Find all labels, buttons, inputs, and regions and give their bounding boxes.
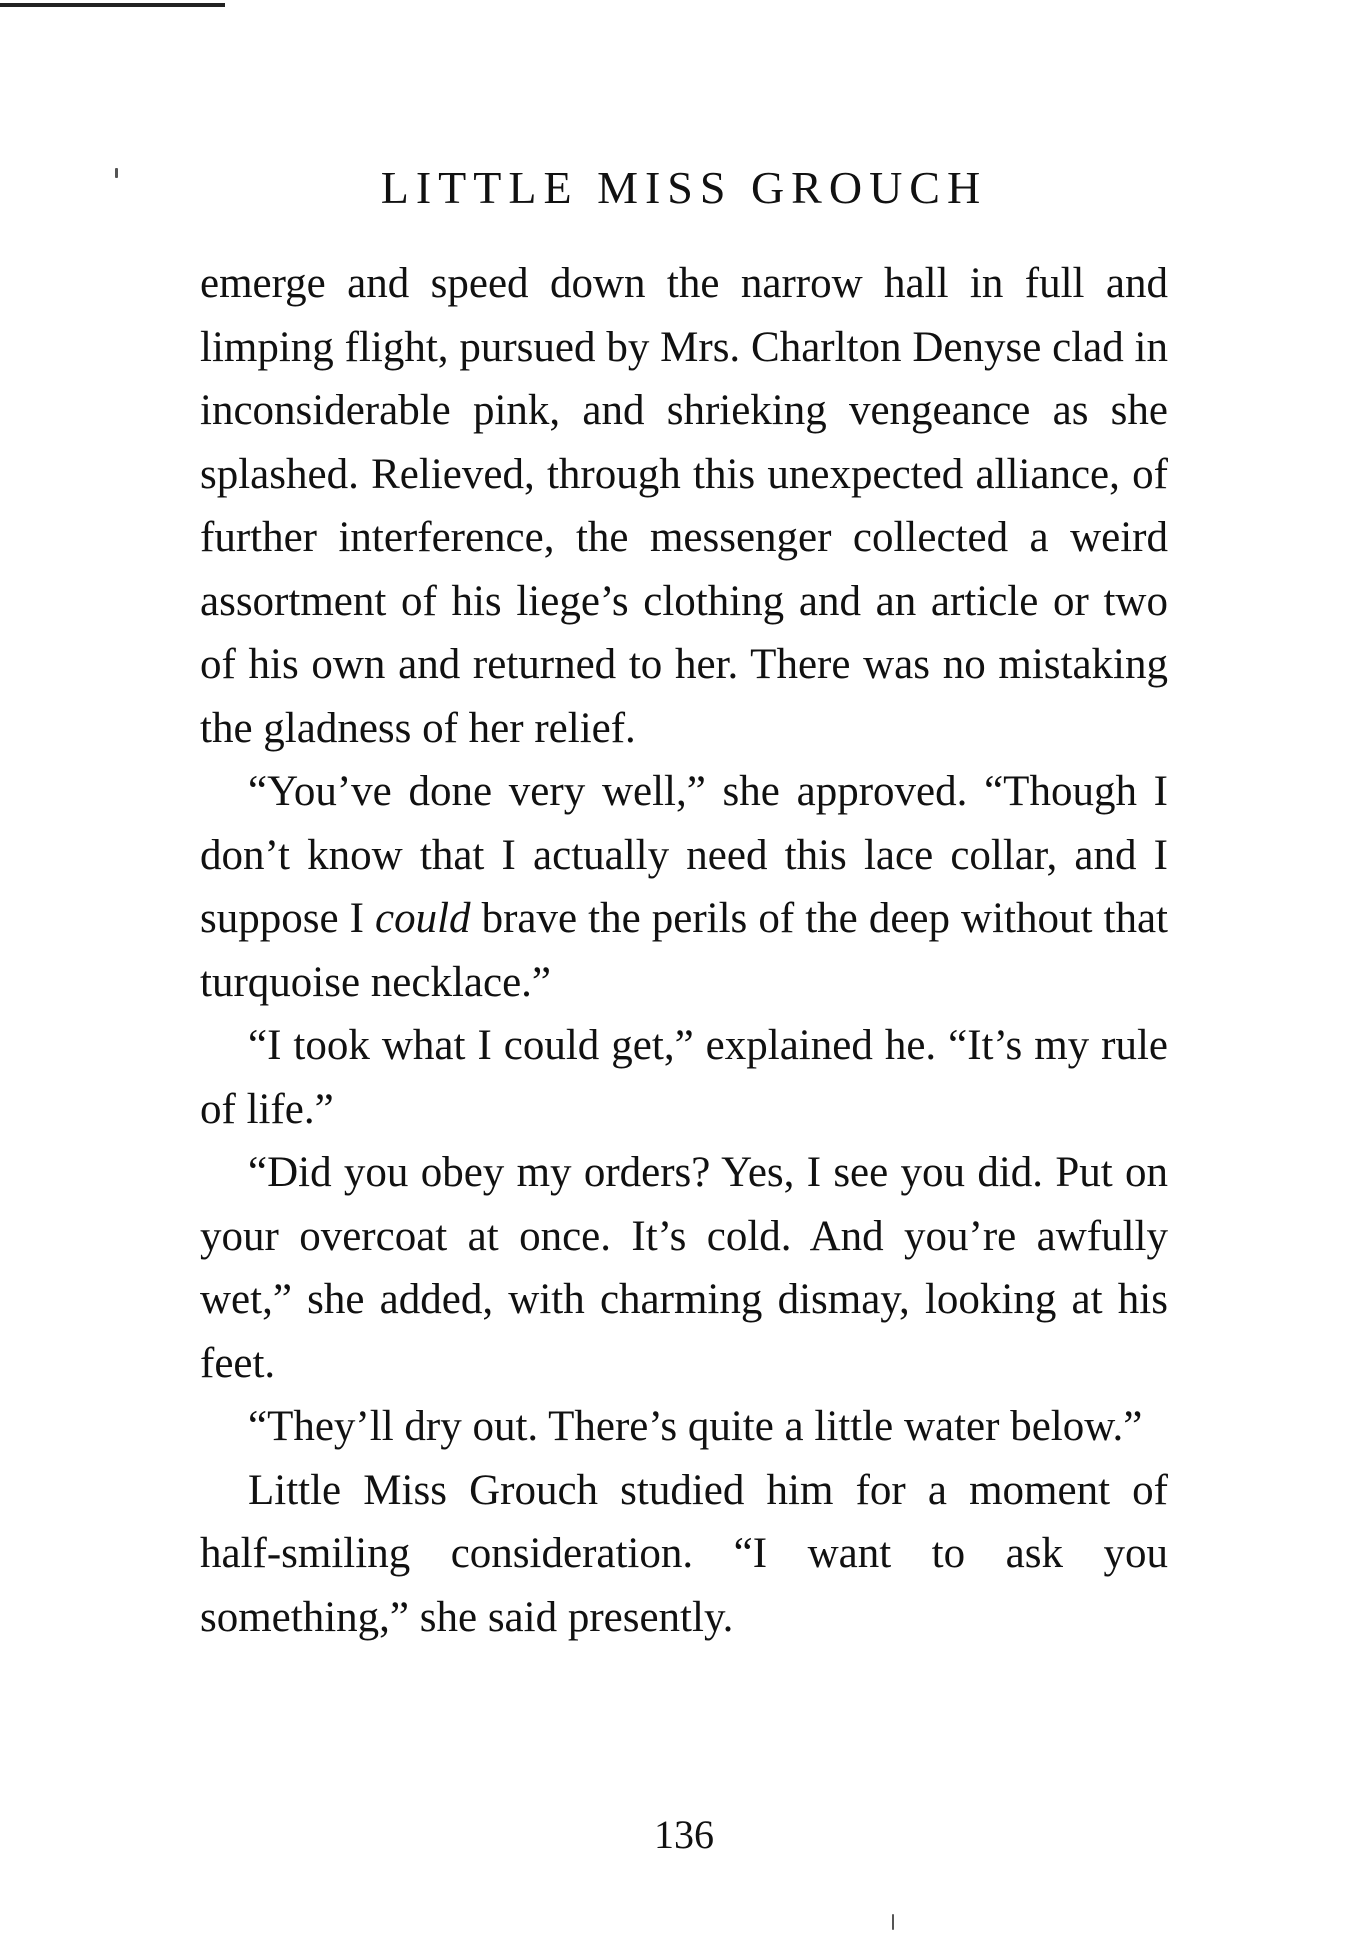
paragraph-5 — [200, 1395, 1168, 1459]
paragraph-text: emerge and speed down the narrow hall in full and limping flight, pursued by Mrs. Charlton Denyse clad in inconsiderable pink, and shrieking vengeance as she splashed. Relieved, through this unexpected alliance, of further interference, the messenger collected a weird assortment of his liege’s clothing and an article or two of his own and returned to her. There was no mistaking the gladness of her relief. — [200, 260, 1168, 752]
paragraph-3 — [200, 1014, 1168, 1141]
paragraph-text: Little Miss Grouch studied him for a moment of half-smiling consideration. “I want to ask you something,” she said presently. — [200, 1466, 1168, 1641]
page-number: 136 — [654, 1812, 714, 1857]
paragraph-4 — [200, 1141, 1168, 1395]
scan-speck — [892, 1914, 894, 1930]
top-edge-rule — [0, 3, 225, 7]
paragraph-text: “Did you obey my orders? Yes, I see you did. Put on your overcoat at once. It’s cold. And you’re awfully wet,” she added, with charming dismay, looking at his feet. — [200, 1149, 1168, 1387]
italic-text: could — [375, 895, 471, 942]
paragraph-6 — [200, 1459, 1168, 1650]
paragraph-text: “You’ve done very well,” she approved. “Though I don’t know that I actually need this lace collar, and I suppose I — [200, 768, 1168, 942]
running-head: LITTLE MISS GROUCH — [380, 162, 988, 213]
paragraph-text: brave the perils of the deep without that turquoise necklace.” — [200, 895, 1168, 1006]
paragraph-1 — [200, 252, 1168, 760]
paragraph-text: “I took what I could get,” explained he. “It’s my rule of life.” — [200, 1022, 1168, 1133]
paragraph-2 — [200, 760, 1168, 1014]
paragraph-text: “They’ll dry out. There’s quite a little water below.” — [248, 1403, 1143, 1450]
scan-speck — [115, 168, 118, 178]
body-text — [200, 252, 1168, 1649]
